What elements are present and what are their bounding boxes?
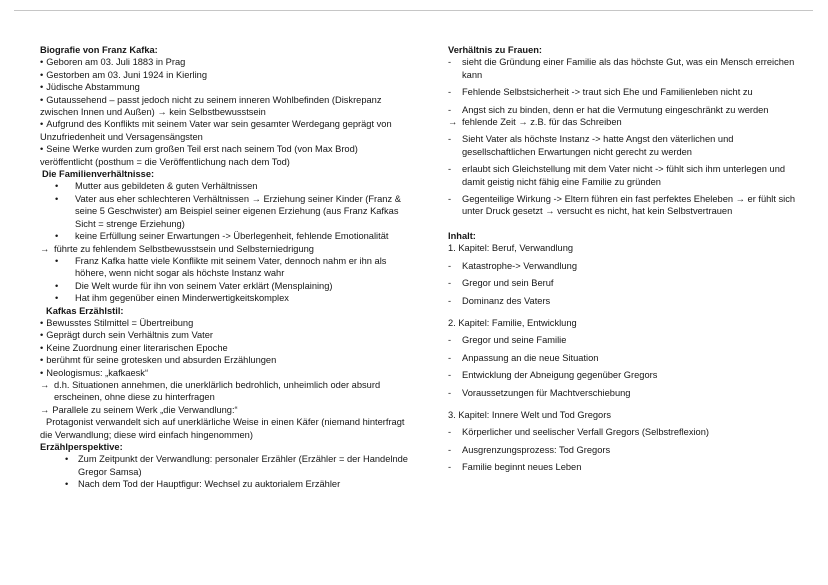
- arrow-marker: →: [40, 379, 50, 390]
- section-inhalt: [448, 230, 804, 474]
- bullet-marker: •: [40, 57, 44, 68]
- section-title: Inhalt:: [448, 230, 476, 241]
- item-text: führte zu fehlendem Selbstbewusstsein und Selbsterniedrigung: [54, 243, 314, 254]
- dash-marker: -: [448, 462, 452, 473]
- chapter-heading: 1. Kapitel: Beruf, Verwandlung: [448, 243, 574, 254]
- item-text: Hat ihm gegenüber einen Minderwertigkeitskomplex: [75, 293, 289, 304]
- list-item: [448, 86, 804, 98]
- item-text: Protagonist verwandelt sich auf unerklärliche Weise in einen Käfer (niemand hinterfragt die Verwandlung; diese wird einfach hingenommen): [40, 417, 405, 440]
- item-text: Zum Zeitpunkt der Verwandlung: personaler Erzähler (Erzähler = der Handelnde Gregor Samsa): [78, 454, 408, 477]
- list-item: [448, 352, 804, 364]
- item-text: Keine Zuordnung einer literarischen Epoche: [46, 342, 228, 353]
- list-item: [40, 81, 412, 93]
- chapter-heading: 3. Kapitel: Innere Welt und Tod Gregors: [448, 409, 611, 420]
- list-item: [40, 416, 412, 441]
- list-item: [448, 426, 804, 438]
- bullet-marker: •: [40, 119, 44, 130]
- list-item: [448, 369, 804, 381]
- item-text: Katastrophe-> Verwandlung: [462, 260, 577, 271]
- chapter-heading: 2. Kapitel: Familie, Entwicklung: [448, 317, 577, 328]
- item-text: berühmt für seine grotesken und absurden Erzählungen: [46, 355, 277, 366]
- list-item: [40, 69, 412, 81]
- list-item: [40, 56, 412, 68]
- item-text: Sieht Vater als höchste Instanz -> hatte Angst den väterlichen und gesellschaftlichen Erwartungen nicht gerecht zu werden: [462, 134, 734, 157]
- item-text: Vater aus eher schlechteren Verhältnissen → Erziehung seiner Kinder (Franz & seine 5 Geschwister) am Beispiel seiner eigenen Erziehung (aus Franz Kafkas Sicht = strenge Erziehung): [75, 193, 401, 229]
- section-erzaehlperspektive: [40, 441, 412, 491]
- bullet-marker: •: [65, 454, 69, 465]
- item-text: Die Welt wurde für ihn von seinem Vater erklärt (Mensplaining): [75, 280, 333, 291]
- chapter-group: [448, 242, 804, 307]
- dash-marker: -: [448, 444, 452, 455]
- section-title: Die Familienverhältnisse:: [42, 169, 155, 180]
- section-title: Verhältnis zu Frauen:: [448, 45, 543, 55]
- section-erzaehlstil: [40, 305, 412, 441]
- list-item: [40, 367, 412, 379]
- dash-marker: -: [448, 87, 452, 98]
- dash-marker: -: [448, 427, 452, 438]
- section-biografie: [40, 44, 412, 168]
- item-text: Aufgrund des Konflikts mit seinem Vater war sein gesamter Werdegang geprägt von Unzufriedenheit und Versagensängsten: [40, 119, 392, 142]
- list-item: [448, 104, 804, 116]
- bullet-marker: •: [40, 317, 44, 328]
- list-item: [448, 444, 804, 456]
- item-text: Angst sich zu binden, denn er hat die Vermutung eingeschränkt zu werden: [462, 104, 769, 115]
- item-text: Gestorben am 03. Juni 1924 in Kierling: [46, 69, 207, 80]
- item-text: Gregor und seine Familie: [462, 335, 567, 346]
- section-title: Kafkas Erzählstil:: [46, 305, 124, 316]
- item-text: Nach dem Tod der Hauptfigur: Wechsel zu auktorialem Erzähler: [78, 479, 341, 490]
- list-item: [448, 133, 804, 158]
- item-text: Bewusstes Stilmittel = Übertreibung: [46, 317, 194, 328]
- item-text: Seine Werke wurden zum großen Teil erst nach seinem Tod (von Max Brod) veröffentlicht (posthum = die Veröffentlichung nach dem Tod): [40, 144, 358, 167]
- column-left: [40, 44, 412, 491]
- item-text: d.h. Situationen annehmen, die unerklärlich bedrohlich, unheimlich oder absurd erscheinen, ohne diese zu hinterfragen: [54, 379, 381, 403]
- section-verhaeltnis-zu-frauen: [448, 44, 804, 218]
- item-text: erlaubt sich Gleichstellung mit dem Vater nicht -> fühlt sich ihm unterlegen und damit geistig nicht fähig eine Familie zu gründen: [462, 164, 786, 187]
- item-text: Dominanz des Vaters: [462, 295, 551, 306]
- bullet-marker: •: [40, 355, 44, 366]
- list-item: [448, 193, 804, 218]
- list-item: [40, 379, 412, 404]
- dash-marker: -: [448, 194, 452, 205]
- list-item: [40, 193, 412, 230]
- bullet-marker: •: [40, 94, 44, 105]
- item-text: Jüdische Abstammung: [46, 82, 140, 93]
- header-divider: [14, 10, 813, 11]
- list-item: [448, 295, 804, 307]
- item-text: Entwicklung der Abneigung gegenüber Gregors: [462, 370, 658, 381]
- item-text: Neologismus: „kafkaesk“: [46, 367, 149, 378]
- dash-marker: -: [448, 164, 452, 175]
- bullet-marker: •: [40, 367, 44, 378]
- arrow-marker: →: [448, 117, 458, 128]
- list-item: [40, 453, 412, 478]
- arrow-marker: →: [40, 404, 50, 415]
- bullet-marker: •: [55, 280, 59, 291]
- dash-marker: -: [448, 387, 452, 398]
- list-item: [40, 478, 412, 490]
- item-text: Mutter aus gebildeten & guten Verhältnissen: [75, 181, 258, 192]
- list-item: [40, 329, 412, 341]
- item-text: Ausgrenzungsprozess: Tod Gregors: [462, 444, 611, 455]
- bullet-marker: •: [65, 479, 69, 490]
- item-text: Voraussetzungen für Machtverschiebung: [462, 387, 631, 398]
- bullet-marker: •: [40, 342, 44, 353]
- item-text: Parallele zu seinem Werk „die Verwandlung:“: [52, 404, 238, 415]
- item-text: Fehlende Selbstsicherheit -> traut sich Ehe und Familienleben nicht zu: [462, 87, 753, 98]
- dash-marker: -: [448, 335, 452, 346]
- dash-marker: -: [448, 134, 452, 145]
- list-item: [40, 354, 412, 366]
- list-item: [448, 116, 804, 128]
- item-text: Geboren am 03. Juli 1883 in Prag: [46, 57, 186, 68]
- list-item: [448, 277, 804, 289]
- list-item: [40, 280, 412, 292]
- bullet-marker: •: [55, 293, 59, 304]
- list-item: [40, 143, 412, 168]
- list-item: [448, 387, 804, 399]
- bullet-marker: •: [55, 255, 59, 266]
- arrow-marker: →: [40, 243, 50, 254]
- bullet-marker: •: [40, 82, 44, 93]
- column-right: [448, 44, 804, 479]
- bullet-marker: •: [55, 181, 59, 192]
- list-item: [40, 180, 412, 192]
- item-text: Franz Kafka hatte viele Konflikte mit seinem Vater, dennoch nahm er ihn als höhere, wenn nicht sogar als höchste Instanz wahr: [75, 255, 387, 279]
- list-item: [448, 260, 804, 272]
- section-familienverhaeltnisse: [40, 168, 412, 304]
- list-item: [448, 163, 804, 188]
- list-item: [40, 230, 412, 242]
- bullet-marker: •: [40, 330, 44, 341]
- item-text: Geprägt durch sein Verhältnis zum Vater: [46, 330, 214, 341]
- list-item: [40, 243, 412, 255]
- list-item: [40, 292, 412, 304]
- dash-marker: -: [448, 278, 452, 289]
- list-item: [40, 94, 412, 119]
- chapter-group: [448, 317, 804, 399]
- bullet-marker: •: [40, 144, 44, 155]
- list-item: [40, 404, 412, 416]
- item-text: keine Erfüllung seiner Erwartungen -> Überlegenheit, fehlende Emotionalität: [75, 231, 389, 242]
- item-text: Gegenteilige Wirkung -> Eltern führen ein fast perfektes Eheleben → er fühlt sich unter Druck gesetzt → versucht es nicht, hat kein Selbstvertrauen: [462, 194, 796, 217]
- dash-marker: -: [448, 295, 452, 306]
- section-title: Biografie von Franz Kafka:: [40, 45, 158, 55]
- bullet-marker: •: [55, 231, 59, 242]
- dash-marker: -: [448, 260, 452, 271]
- item-text: Körperlicher und seelischer Verfall Gregors (Selbstreflexion): [462, 427, 709, 438]
- item-text: Gregor und sein Beruf: [462, 278, 554, 289]
- list-item: [448, 461, 804, 473]
- item-text: Familie beginnt neues Leben: [462, 462, 582, 473]
- list-item: [40, 342, 412, 354]
- list-item: [448, 334, 804, 346]
- item-text: Gutaussehend – passt jedoch nicht zu seinem inneren Wohlbefinden (Diskrepanz zwischen Innen und Außen) → kein Selbstbewusstsein: [40, 94, 382, 118]
- bullet-marker: •: [55, 193, 59, 204]
- chapter-group: [448, 409, 804, 474]
- dash-marker: -: [448, 370, 452, 381]
- list-item: [40, 317, 412, 329]
- list-item: [40, 255, 412, 280]
- dash-marker: -: [448, 57, 452, 68]
- item-text: Anpassung an die neue Situation: [462, 352, 599, 363]
- list-item: [40, 118, 412, 143]
- dash-marker: -: [448, 104, 452, 115]
- section-title: Erzählperspektive:: [40, 442, 123, 452]
- item-text: sieht die Gründung einer Familie als das höchste Gut, was ein Mensch erreichen kann: [462, 57, 795, 80]
- list-item: [448, 56, 804, 81]
- dash-marker: -: [448, 352, 452, 363]
- item-text: fehlende Zeit → z.B. für das Schreiben: [462, 117, 622, 128]
- bullet-marker: •: [40, 69, 44, 80]
